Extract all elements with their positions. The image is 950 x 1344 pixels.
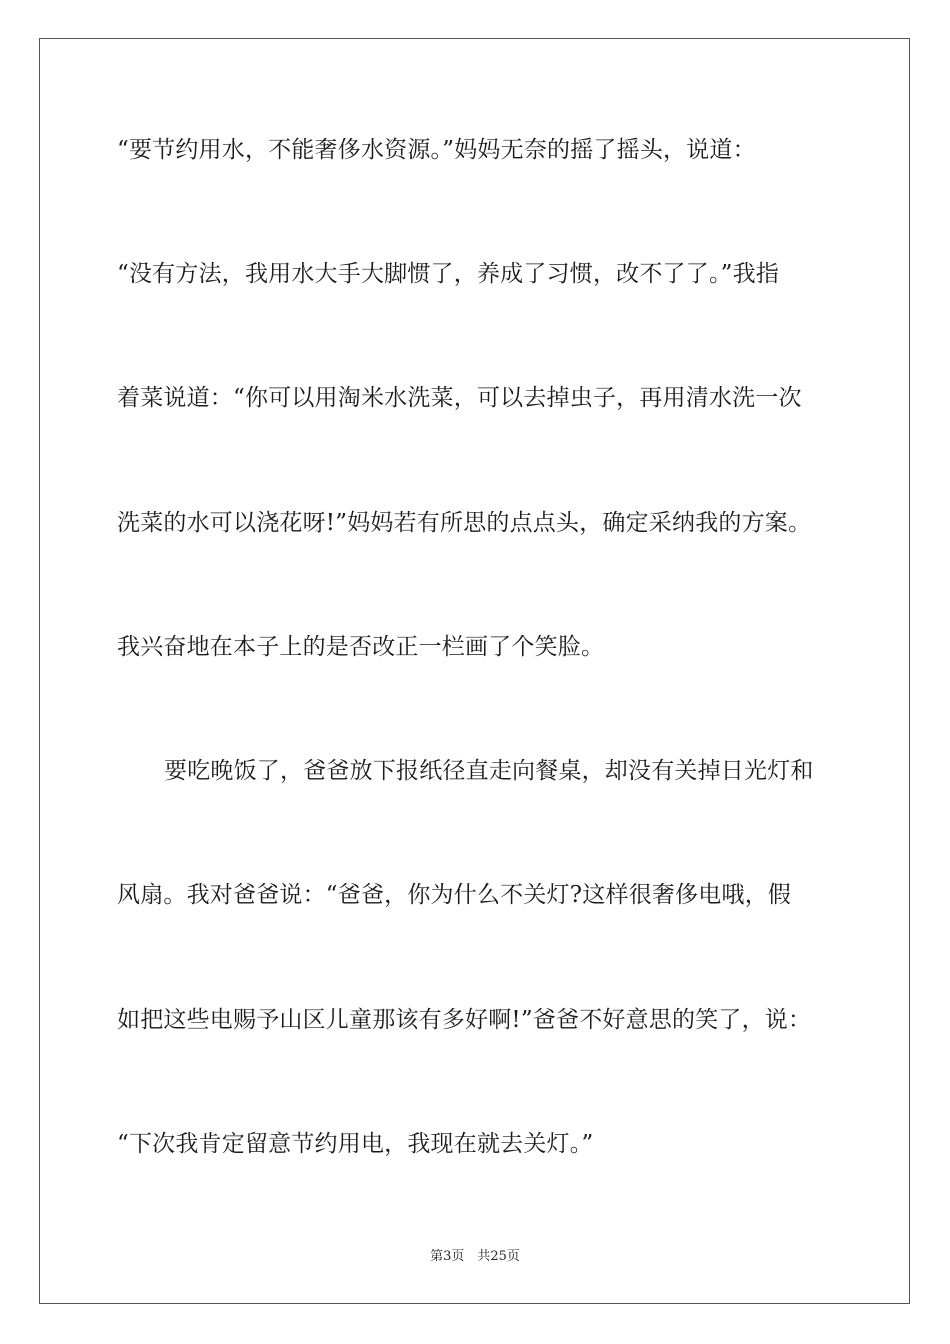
body-text-line: “下次我肯定留意节约用电，我现在就去关灯。” xyxy=(117,1131,594,1157)
body-text-line: 如把这些电赐予山区儿童那该有多好啊!”爸爸不好意思的笑了，说： xyxy=(117,1007,812,1033)
page-border xyxy=(39,38,910,1304)
body-text-line: “没有方法，我用水大手大脚惯了，养成了习惯，改不了了。”我指 xyxy=(117,261,780,287)
body-text-line: “要节约用水，不能奢侈水资源。”妈妈无奈的摇了摇头，说道： xyxy=(117,137,756,163)
body-text-line: 我兴奋地在本子上的是否改正一栏画了个笑脸。 xyxy=(117,634,605,660)
body-text-line: 风扇。我对爸爸说：“爸爸，你为什么不关灯?这样很奢侈电哦，假 xyxy=(117,882,792,908)
paragraph-first-line: 要吃晚饭了，爸爸放下报纸径直走向餐桌，却没有关掉日光灯和 xyxy=(164,758,814,784)
body-text-line: 着菜说道：“你可以用淘米水洗菜，可以去掉虫子，再用清水洗一次 xyxy=(117,385,802,411)
body-text-line: 洗菜的水可以浇花呀!”妈妈若有所思的点点头，确定采纳我的方案。 xyxy=(117,510,812,536)
page-number-footer: 第3页 共25页 xyxy=(430,1249,520,1264)
